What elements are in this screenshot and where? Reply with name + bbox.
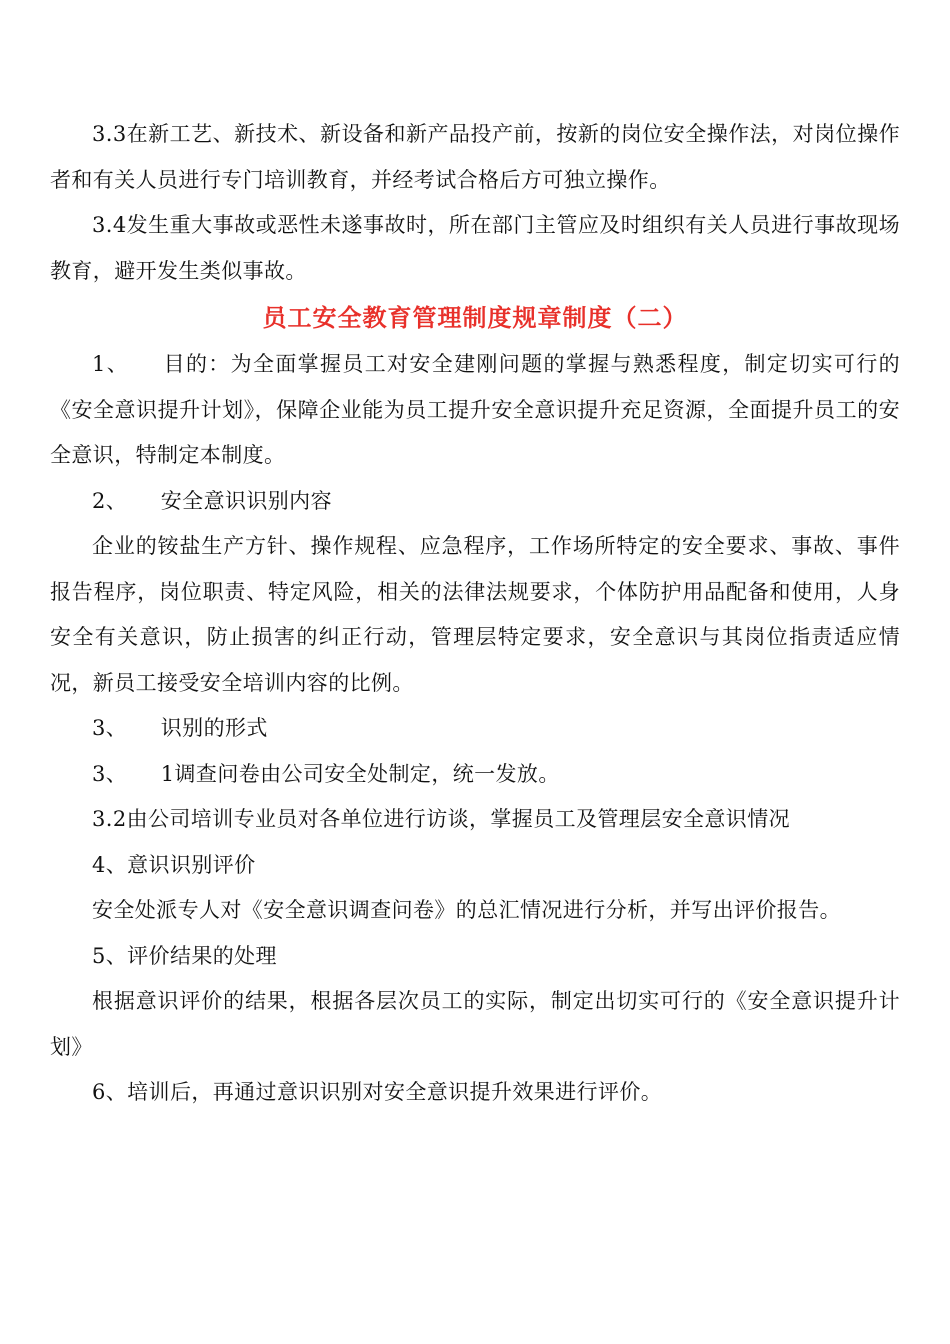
section-3-number: 3、	[92, 716, 128, 740]
paragraph-3-4: 3.4发生重大事故或恶性未遂事故时，所在部门主管应及时组织有关人员进行事故现场教育，避开发生类似事故。	[50, 213, 900, 283]
section-3-2: 3.2由公司培训专业员对各单位进行访谈，掌握员工及管理层安全意识情况	[92, 807, 790, 831]
section-3-heading	[50, 706, 900, 752]
section-4-body: 安全处派专人对《安全意识调查问卷》的总汇情况进行分析，并写出评价报告。	[92, 898, 841, 922]
section-2-number: 2、	[92, 488, 128, 513]
section-1-number: 1、	[92, 352, 130, 376]
section-3-1-number: 3、	[92, 761, 128, 786]
document-title: 员工安全教育管理制度规章制度（二）	[262, 303, 688, 332]
section-3-1	[50, 752, 900, 798]
section-3-text: 识别的形式	[160, 716, 268, 740]
paragraph-3-3: 3.3在新工艺、新技术、新设备和新产品投产前，按新的岗位安全操作法，对岗位操作者和有关人员进行专门培训教育，并经考试合格后方可独立操作。	[50, 122, 900, 192]
section-3-1-text: 1调查问卷由公司安全处制定，统一发放。	[160, 761, 560, 786]
section-4-heading: 4、意识识别评价	[92, 852, 256, 877]
section-2-text: 安全意识识别内容	[160, 488, 332, 513]
document-page	[50, 112, 900, 1116]
section-5-body: 根据意识评价的结果，根据各层次员工的实际，制定出切实可行的《安全意识提升计划》	[50, 989, 900, 1059]
section-1-purpose	[50, 342, 900, 479]
section-5-heading: 5、评价结果的处理	[92, 943, 277, 968]
section-2-heading	[50, 479, 900, 525]
section-2-body: 企业的铵盐生产方针、操作规程、应急程序，工作场所特定的安全要求、事故、事件报告程序，岗位职责、特定风险，相关的法律法规要求，个体防护用品配备和使用，人身安全有关意识，防止损害的纠正行动，管理层特定要求，安全意识与其岗位指责适应情况，新员工接受安全培训内容的比例。	[50, 534, 900, 695]
section-1-text: 目的：为全面掌握员工对安全建刚问题的掌握与熟悉程度，制定切实可行的《安全意识提升计划》，保障企业能为员工提升安全意识提升充足资源，全面提升员工的安全意识，特制定本制度。	[50, 352, 900, 467]
section-6: 6、培训后，再通过意识识别对安全意识提升效果进行评价。	[92, 1080, 663, 1104]
